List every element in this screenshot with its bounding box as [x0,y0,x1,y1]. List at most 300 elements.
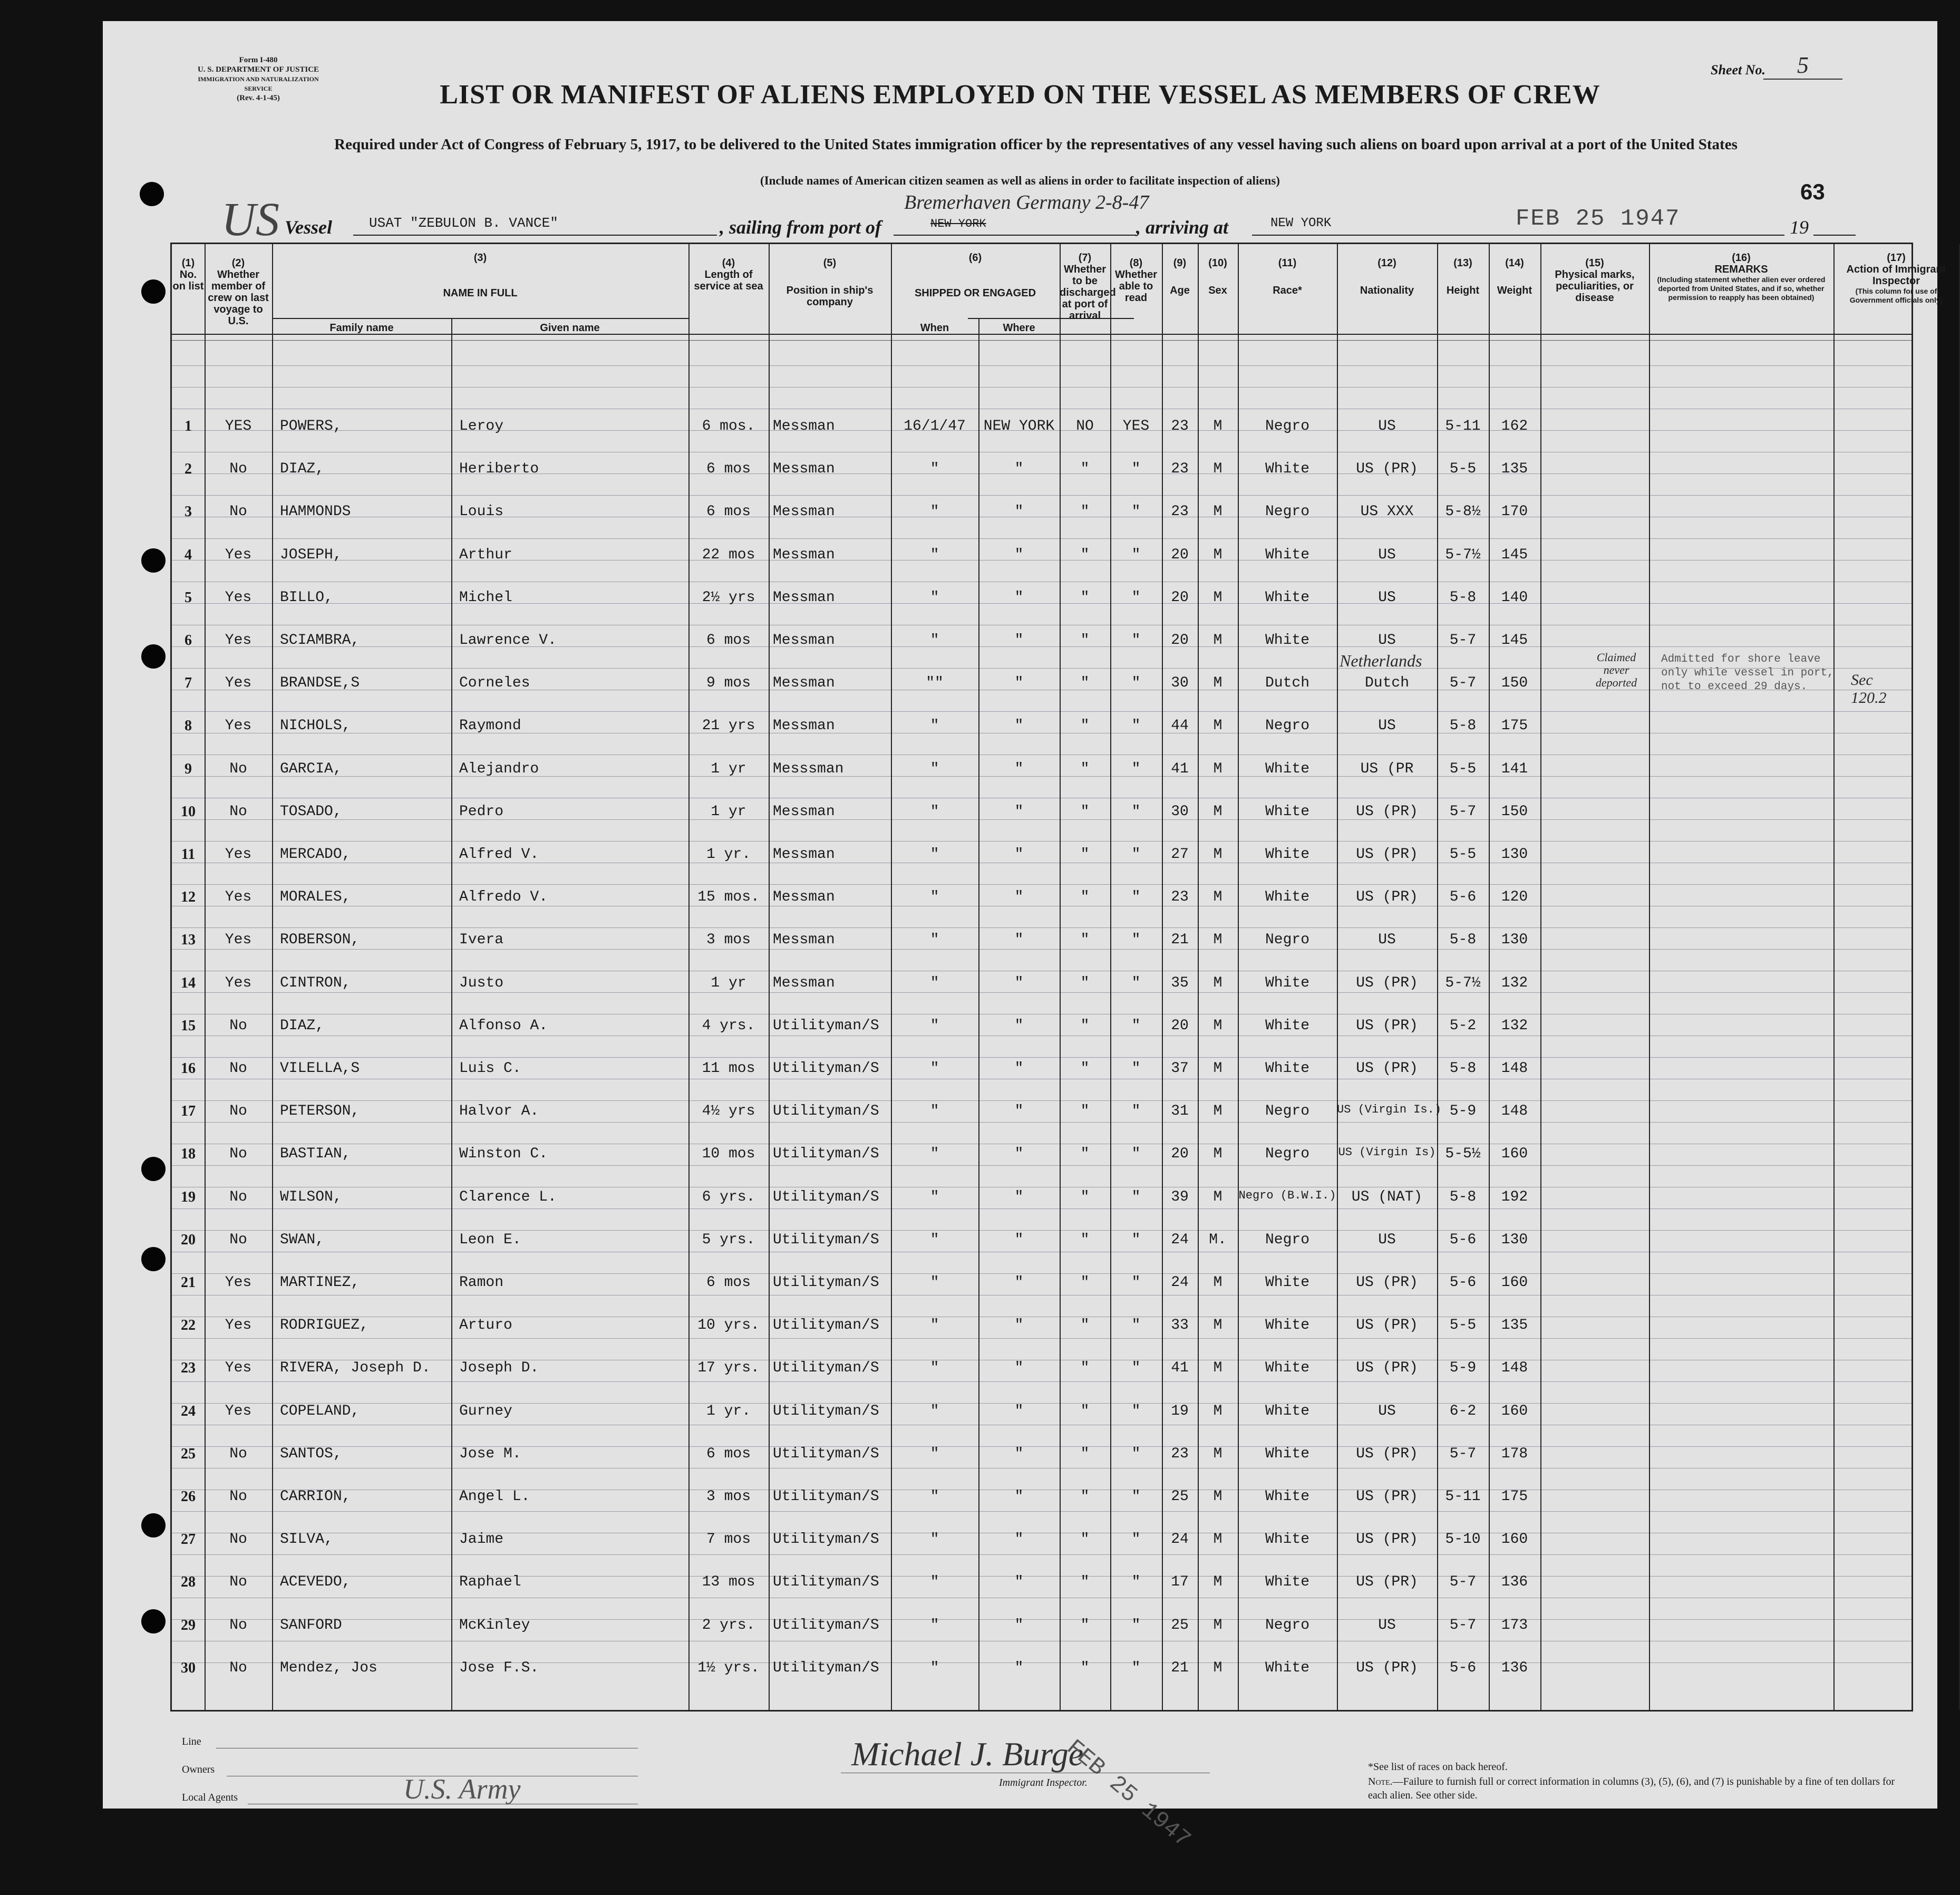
cell-nationality: US (PR) [1356,1017,1418,1034]
cell-height: 5-5 [1449,461,1477,478]
cell-nationality: US (PR) [1356,1274,1418,1291]
cell-no: 1 [185,418,192,434]
vessel-label: Vessel [285,217,332,238]
cell-discharged: " [1080,632,1090,649]
cell-when: 16/1/47 [904,418,966,434]
cell-sex: M [1213,675,1222,692]
row7-nationality-handwritten: Netherlands [1340,651,1422,670]
cell-no: 7 [185,675,192,692]
note-text: —Failure to furnish full or correct information in columns (3), (5), (6), and (7) is punishable by a fine of ten dollars for each alien. See other side. [1368,1776,1895,1801]
cell-family: RIVERA, Joseph D. [280,1360,431,1377]
cell-nationality: US (PR) [1356,1445,1418,1462]
cell-position: Messman [773,974,835,991]
cell-service: 9 mos [706,675,751,692]
header-col6: (6) SHIPPED OR ENGAGED [914,252,1036,299]
cell-sex: M [1213,1360,1222,1377]
cell-position: Utilityman/S [773,1274,879,1291]
header-col17: (17) Action of Immigrant Inspector (This column for use of Government officials only) [1846,252,1946,304]
cell-sex: M [1213,1574,1222,1591]
cell-where: " [1014,675,1024,692]
cell-read: " [1131,1617,1141,1633]
cell-age: 23 [1171,1445,1189,1462]
cell-age: 20 [1171,589,1189,606]
cell-no: 11 [181,846,196,863]
vessel-underline [353,235,717,236]
cell-service: 11 mos [702,1060,755,1077]
cell-service: 5 yrs. [702,1231,755,1248]
cell-no: 9 [185,760,192,777]
ruled-line [172,365,1912,366]
cell-given: Joseph D. [459,1360,539,1377]
cell-no: 10 [181,803,196,820]
fine-note [1368,1775,1895,1802]
cell-age: 25 [1171,1617,1189,1633]
cell-read: " [1131,1531,1141,1548]
cell-race: White [1265,1445,1309,1462]
date-underline [1468,235,1784,236]
cell-family: SANFORD [280,1617,342,1633]
cell-service: 17 yrs. [697,1360,760,1377]
cell-family: MORALES, [280,889,351,906]
cell-race: Negro (B.W.I.) [1238,1188,1336,1202]
cell-position: Utilityman/S [773,1317,879,1334]
header-col13: (13) Height [1446,257,1480,296]
cell-family: HAMMONDS [280,504,351,520]
cell-where: " [1014,589,1024,606]
cell-discharged: " [1080,461,1090,478]
punch-hole [141,1247,166,1271]
cell-prev: No [229,1574,247,1591]
cell-given: Ivera [459,932,504,949]
service-name: IMMIGRATION AND NATURALIZATION SERVICE [198,75,319,92]
cell-family: BILLO, [280,589,333,606]
header-col9: (9) Age [1170,257,1190,296]
requirement-text: Required under Act of Congress of February 5, 1917, to be delivered to the United States immigration officer by the representatives of any vessel having such aliens on board upon arrival at a port of the United States [334,136,1738,153]
include-note: (Include names of American citizen seamen as well as aliens in order to facilitate inspection of aliens) [760,174,1280,187]
cell-service: 6 mos [706,1274,751,1291]
cell-weight: 140 [1501,589,1528,606]
cell-where: " [1014,1617,1024,1633]
cell-weight: 130 [1501,932,1528,949]
cell-height: 5-8 [1449,932,1477,949]
cell-when: " [930,546,939,563]
cell-family: RODRIGUEZ, [280,1317,369,1334]
cell-discharged: " [1080,589,1090,606]
cell-when: " [930,589,939,606]
cell-when: " [930,1231,939,1248]
cell-where: " [1014,1188,1024,1205]
cell-family: WILSON, [280,1188,342,1205]
cell-service: 1½ yrs. [697,1659,760,1676]
cell-where: " [1014,1231,1024,1248]
cell-where: " [1014,889,1024,906]
cell-age: 21 [1171,1659,1189,1676]
ruled-line [172,1100,1912,1101]
cell-weight: 145 [1501,632,1528,649]
cell-position: Utilityman/S [773,1360,879,1377]
cell-family: DIAZ, [280,461,325,478]
cell-prev: Yes [225,546,252,563]
cell-nationality: US (PR) [1356,461,1418,478]
cell-when: " [930,1574,939,1591]
cell-read: " [1131,589,1141,606]
cell-age: 37 [1171,1060,1189,1077]
punch-hole [141,1513,166,1538]
cell-prev: No [229,1531,247,1548]
cell-prev: Yes [225,846,252,863]
cell-discharged: " [1080,504,1090,520]
cell-read: " [1131,760,1141,777]
cell-position: Messman [773,846,835,863]
cell-given: Alfredo V. [459,889,548,906]
cell-height: 5-7½ [1445,974,1481,991]
cell-nationality: US (PR) [1356,1360,1418,1377]
cell-weight: 135 [1501,1317,1528,1334]
ruled-line [172,1057,1912,1058]
cell-service: 4½ yrs [702,1103,755,1120]
cell-height: 5-6 [1449,1659,1477,1676]
cell-weight: 178 [1501,1445,1528,1462]
cell-age: 23 [1171,418,1189,434]
cell-no: 21 [181,1274,196,1291]
cell-given: Pedro [459,803,504,820]
cell-given: Leon E. [459,1231,521,1248]
cell-family: JOSEPH, [280,546,342,563]
cell-weight: 148 [1501,1103,1528,1120]
cell-given: Leroy [459,418,504,434]
cell-race: White [1265,1017,1309,1034]
cell-nationality: US [1378,1403,1396,1419]
cell-read: YES [1122,418,1150,434]
cell-position: Utilityman/S [773,1103,879,1120]
cell-prev: Yes [225,974,252,991]
cell-family: CARRION, [280,1488,351,1505]
cell-prev: No [229,1231,247,1248]
cell-position: Utilityman/S [773,1617,879,1633]
cell-when: " [930,1403,939,1419]
cell-height: 5-11 [1445,418,1481,434]
cell-given: Jose F.S. [459,1659,539,1676]
cell-family: MARTINEZ, [280,1274,360,1291]
cell-nationality: US XXX [1360,504,1414,520]
cell-position: Utilityman/S [773,1188,879,1205]
cell-prev: No [229,1146,247,1163]
cell-service: 1 yr [711,974,746,991]
cell-height: 5-7½ [1445,546,1481,563]
cell-height: 5-7 [1449,675,1477,692]
arriving-port: NEW YORK [1270,216,1332,230]
ruled-line [172,387,1912,388]
ruled-line [172,1338,1912,1339]
cell-when: " [930,846,939,863]
cell-where: " [1014,932,1024,949]
cell-family: GARCIA, [280,760,342,777]
cell-sex: M [1213,718,1222,734]
cell-service: 1 yr [711,803,746,820]
cell-discharged: " [1080,760,1090,777]
cell-weight: 173 [1501,1617,1528,1633]
cell-when: " [930,760,939,777]
cell-height: 5-8 [1449,1060,1477,1077]
column-divider [769,244,770,1710]
punch-hole [141,548,166,573]
cell-read: " [1131,1317,1141,1334]
cell-weight: 136 [1501,1574,1528,1591]
cell-prev: Yes [225,589,252,606]
cell-read: " [1131,675,1141,692]
cell-position: Messman [773,932,835,949]
cell-discharged: " [1080,1146,1090,1163]
cell-prev: No [229,1060,247,1077]
cell-nationality: Dutch [1364,675,1409,692]
cell-race: White [1265,1531,1309,1548]
cell-position: Messman [773,675,835,692]
cell-discharged: " [1080,1488,1090,1505]
cell-read: " [1131,546,1141,563]
cell-prev: No [229,504,247,520]
cell-discharged: " [1080,718,1090,734]
cell-when: " [930,1274,939,1291]
cell-weight: 132 [1501,1017,1528,1034]
punch-hole [141,279,166,304]
cell-nationality: US [1378,546,1396,563]
cell-no: 19 [181,1188,196,1205]
cell-sex: M [1213,1617,1222,1633]
cell-family: Mendez, Jos [280,1659,377,1676]
cell-age: 27 [1171,846,1189,863]
cell-where: " [1014,846,1024,863]
ruled-line [172,992,1912,993]
cell-age: 25 [1171,1488,1189,1505]
cell-age: 20 [1171,546,1189,563]
cell-height: 5-8 [1449,718,1477,734]
cell-position: Messman [773,461,835,478]
cell-when: " [930,932,939,949]
cell-weight: 136 [1501,1659,1528,1676]
cell-service: 15 mos. [697,889,760,906]
cell-read: " [1131,803,1141,820]
cell-service: 6 mos [706,1445,751,1462]
cell-read: " [1131,1146,1141,1163]
cell-weight: 170 [1501,504,1528,520]
cell-service: 21 yrs [702,718,755,734]
cell-nationality: US (PR) [1356,1488,1418,1505]
cell-weight: 148 [1501,1060,1528,1077]
cell-nationality: US [1378,589,1396,606]
year-label: 19 [1790,217,1809,238]
cell-service: 1 yr. [706,1403,751,1419]
cell-read: " [1131,1488,1141,1505]
cell-age: 17 [1171,1574,1189,1591]
cell-read: " [1131,846,1141,863]
cell-where: " [1014,1531,1024,1548]
date-stamp: FEB 25 1947 [1516,206,1681,232]
ruled-line [172,668,1912,669]
cell-age: 21 [1171,932,1189,949]
cell-weight: 160 [1501,1531,1528,1548]
cell-sex: M [1213,1146,1222,1163]
cell-position: Messman [773,632,835,649]
header-col14: (14) Weight [1497,257,1532,296]
cell-when: " [930,1617,939,1633]
cell-sex: M [1213,760,1222,777]
cell-service: 3 mos [706,1488,751,1505]
cell-no: 14 [181,974,196,991]
cell-where: " [1014,1317,1024,1334]
cell-age: 30 [1171,675,1189,692]
cell-no: 16 [181,1060,196,1077]
cell-nationality: US (PR) [1356,846,1418,863]
cell-age: 44 [1171,718,1189,734]
cell-family: BASTIAN, [280,1146,351,1163]
row7-physical-note: Claimed never deported [1595,651,1637,689]
cell-race: White [1265,632,1309,649]
ruled-line [172,1273,1912,1274]
cell-race: White [1265,1317,1309,1334]
header-where: Where [1003,322,1035,334]
cell-position: Messman [773,718,835,734]
cell-age: 20 [1171,1146,1189,1163]
cell-prev: Yes [225,1360,252,1377]
cell-sex: M [1213,1060,1222,1077]
cell-height: 5-7 [1449,1574,1477,1591]
cell-age: 35 [1171,974,1189,991]
cell-race: White [1265,1403,1309,1419]
cell-sex: M [1213,461,1222,478]
cell-no: 26 [181,1488,196,1505]
cell-when: " [930,1659,939,1676]
cell-where: " [1014,1103,1024,1120]
ruled-line [172,1165,1912,1166]
cell-service: 7 mos [706,1531,751,1548]
cell-no: 8 [185,718,192,734]
cell-no: 23 [181,1360,196,1377]
cell-family: SANTOS, [280,1445,342,1462]
cell-family: PETERSON, [280,1103,360,1120]
cell-weight: 130 [1501,1231,1528,1248]
cell-discharged: " [1080,1274,1090,1291]
cell-prev: Yes [225,675,252,692]
ruled-line [172,1381,1912,1382]
cell-race: White [1265,889,1309,906]
from-port-underline [894,235,1136,236]
cell-service: 6 mos [706,632,751,649]
cell-race: White [1265,1488,1309,1505]
ruled-line [172,1554,1912,1555]
cell-nationality: US (PR [1360,760,1414,777]
cell-race: Negro [1265,418,1309,434]
cell-when: " [930,461,939,478]
cell-where: " [1014,1659,1024,1676]
year-underline [1813,235,1856,236]
cell-sex: M. [1209,1231,1227,1248]
cell-when: " [930,974,939,991]
cell-weight: 120 [1501,889,1528,906]
cell-discharged: " [1080,1659,1090,1676]
cell-family: NICHOLS, [280,718,351,734]
cell-nationality: US (Virgin Is) [1338,1146,1436,1159]
cell-sex: M [1213,1403,1222,1419]
cell-nationality: US [1378,1617,1396,1633]
ruled-line [172,538,1912,539]
cell-weight: 141 [1501,760,1528,777]
cell-read: " [1131,1403,1141,1419]
footer-date-stamp: FEB 25 1947 [1061,1735,1196,1854]
cell-race: White [1265,1574,1309,1591]
cell-discharged: NO [1076,418,1094,434]
cell-no: 27 [181,1531,196,1548]
cell-discharged: " [1080,546,1090,563]
cell-sex: M [1213,1531,1222,1548]
cell-discharged: " [1080,1531,1090,1548]
cell-service: 2 yrs. [702,1617,755,1633]
cell-given: Alfonso A. [459,1017,548,1034]
ruled-line [172,927,1912,928]
cell-read: " [1131,1360,1141,1377]
cell-position: Utilityman/S [773,1231,879,1248]
cell-service: 10 mos [702,1146,755,1163]
cell-discharged: " [1080,846,1090,863]
cell-sex: M [1213,1274,1222,1291]
cell-nationality: US (PR) [1356,803,1418,820]
cell-when: " [930,803,939,820]
cell-age: 31 [1171,1103,1189,1120]
cell-discharged: " [1080,932,1090,949]
cell-discharged: " [1080,974,1090,991]
cell-no: 28 [181,1574,196,1591]
cell-read: " [1131,1103,1141,1120]
cell-where: " [1014,1060,1024,1077]
cell-given: Louis [459,504,504,520]
ruled-line [172,841,1912,842]
ruled-line [172,884,1912,885]
header-when: When [920,322,949,334]
cell-given: Alfred V. [459,846,539,863]
cell-given: Angel L. [459,1488,530,1505]
cell-service: 1 yr [711,760,746,777]
cell-discharged: " [1080,1017,1090,1034]
sailing-label: , sailing from port of [720,217,882,238]
note-label: Note. [1368,1776,1393,1787]
cell-given: Arturo [459,1317,512,1334]
cell-age: 24 [1171,1531,1189,1548]
cell-height: 5-6 [1449,1274,1477,1291]
cell-height: 5-11 [1445,1488,1481,1505]
cell-sex: M [1213,1317,1222,1334]
cell-height: 5-2 [1449,1017,1477,1034]
cell-given: Raphael [459,1574,521,1591]
cell-nationality: US [1378,718,1396,734]
cell-where: " [1014,803,1024,820]
header-col8: (8) Whether able to read [1115,257,1157,304]
header-family-name: Family name [329,322,394,334]
cell-weight: 132 [1501,974,1528,991]
cell-family: BRANDSE,S [280,675,360,692]
cell-discharged: " [1080,803,1090,820]
cell-height: 5-9 [1449,1103,1477,1120]
cell-height: 5-7 [1449,803,1477,820]
cell-sex: M [1213,546,1222,563]
cell-given: Clarence L. [459,1188,557,1205]
cell-prev: Yes [225,1274,252,1291]
races-note: *See list of races on back hereof. [1368,1761,1508,1773]
cell-race: White [1265,461,1309,478]
cell-family: MERCADO, [280,846,351,863]
cell-given: Halvor A. [459,1103,539,1120]
punch-hole [141,1609,166,1633]
cell-prev: No [229,1659,247,1676]
cell-nationality: US [1378,1231,1396,1248]
